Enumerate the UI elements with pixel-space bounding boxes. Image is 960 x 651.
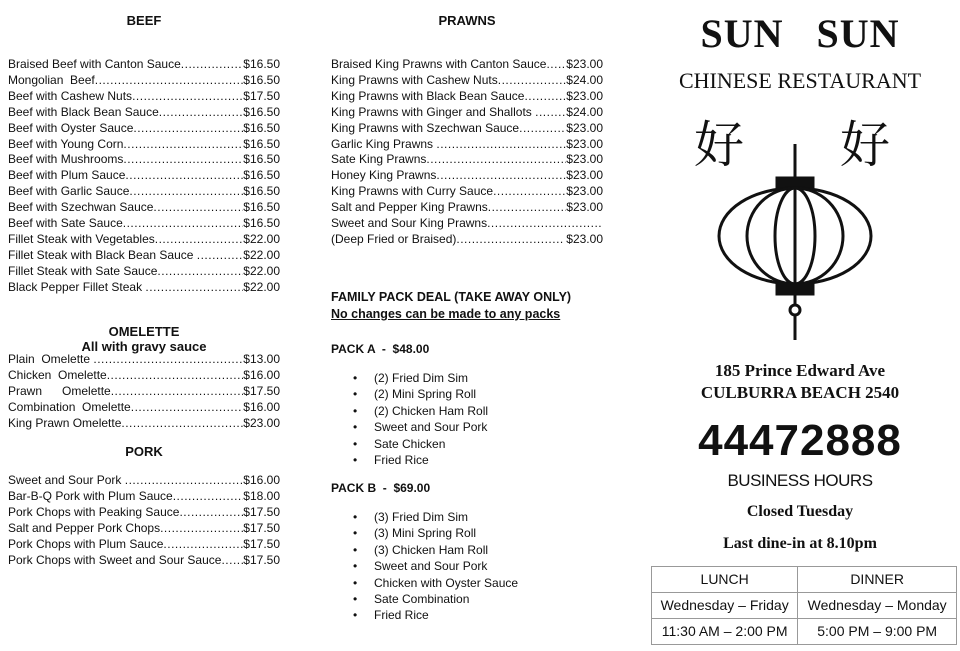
pack-item: • Sweet and Sour Pork	[331, 558, 518, 574]
menu-item-name: Beef with Young Corn	[8, 136, 124, 151]
pack-item: • (3) Chicken Ham Roll	[331, 542, 518, 558]
pack-item: • Fried Rice	[331, 452, 488, 468]
menu-item-price: $16.00	[243, 473, 280, 487]
menu-item-name: Honey King Prawns	[331, 168, 437, 183]
dot-leader	[179, 505, 243, 521]
menu-item-name: King Prawns with Ginger and Shallots	[331, 104, 536, 119]
dinner-label: DINNER	[798, 567, 957, 593]
pack-item: • Chicken with Oyster Sauce	[331, 575, 518, 591]
menu-item-price: $23.00	[566, 200, 603, 215]
address-line-2: CULBURRA BEACH 2540	[700, 383, 900, 402]
menu-item-price: $23.00	[566, 120, 603, 135]
menu-item-name: Beef with Cashew Nuts	[8, 88, 133, 103]
menu-item-price: $16.50	[243, 57, 280, 71]
menu-item-price: $23.00	[566, 152, 603, 167]
dot-leader	[123, 152, 243, 168]
menu-item-name: Sate King Prawns	[331, 152, 427, 167]
menu-item	[331, 184, 603, 200]
menu-item-price: $16.50	[243, 216, 280, 231]
dot-leader	[173, 489, 244, 505]
menu-item-price: $22.00	[243, 263, 280, 278]
menu-item-name: Beef with Garlic Sauce	[8, 184, 130, 199]
dot-leader	[488, 200, 567, 216]
menu-item	[8, 137, 280, 153]
menu-item-price: $17.50	[243, 504, 280, 519]
menu-item-price: $22.00	[243, 279, 280, 294]
menu-item-price: $16.50	[243, 168, 280, 183]
menu-item-price: $22.00	[243, 247, 280, 262]
pork-heading: PORK	[125, 444, 163, 459]
menu-item-name: King Prawn Omelette	[8, 415, 122, 430]
menu-item-name: Beef with Oyster Sauce	[8, 120, 134, 135]
dot-leader	[121, 416, 243, 432]
phone-number: 44472888	[698, 416, 902, 465]
dot-leader	[197, 248, 244, 264]
pack-item: • (3) Mini Spring Roll	[331, 525, 518, 541]
menu-item-price: $16.50	[243, 72, 280, 87]
menu-item-price: $23.00	[566, 57, 603, 71]
pack-item: • Sate Combination	[331, 591, 518, 607]
menu-item	[8, 416, 280, 432]
menu-item	[8, 553, 280, 569]
menu-item-price: $24.00	[566, 72, 603, 87]
menu-item	[8, 521, 280, 537]
menu-item-price: $16.50	[243, 136, 280, 151]
dot-leader	[111, 384, 244, 400]
menu-item	[8, 121, 280, 137]
menu-item-price: $16.00	[243, 367, 280, 382]
menu-item-price: $17.50	[243, 88, 280, 103]
menu-item-name: King Prawns with Cashew Nuts	[331, 72, 498, 87]
dot-leader	[524, 89, 566, 105]
menu-item-name: Pork Chops with Sweet and Sour Sauce	[8, 552, 222, 567]
menu-item-price: $22.00	[243, 231, 280, 246]
menu-item	[8, 216, 280, 232]
dot-leader	[131, 400, 244, 416]
dot-leader	[535, 105, 566, 121]
lunch-label: LUNCH	[652, 567, 798, 593]
menu-item	[331, 121, 603, 137]
menu-item	[331, 168, 603, 184]
menu-item	[8, 505, 280, 521]
menu-item	[8, 200, 280, 216]
menu-item-price: $23.00	[243, 415, 280, 430]
menu-item	[8, 105, 280, 121]
menu-item-name: Combination Omelette	[8, 399, 131, 414]
menu-item	[8, 152, 280, 168]
pork-menu-list	[8, 473, 280, 568]
address-line-1: 185 Prince Edward Ave	[714, 361, 886, 380]
menu-item-name: Bar-B-Q Pork with Plum Sauce	[8, 488, 173, 503]
menu-item-name: Braised King Prawns with Canton Sauce	[331, 57, 547, 71]
pack-item: • (2) Chicken Ham Roll	[331, 403, 488, 419]
menu-item-price: $23.00	[562, 231, 603, 246]
dot-leader	[157, 264, 243, 280]
menu-item-price: $18.00	[243, 488, 280, 503]
menu-item	[331, 89, 603, 105]
pack-item: • (2) Fried Dim Sim	[331, 370, 488, 386]
dot-leader	[123, 137, 243, 153]
beef-menu-list	[8, 57, 280, 296]
dot-leader	[519, 121, 566, 137]
dot-leader	[107, 368, 244, 384]
menu-item-name: Beef with Plum Sauce	[8, 168, 126, 183]
menu-item-name: Braised Beef with Canton Sauce	[8, 57, 181, 71]
pack-a-list	[331, 370, 488, 468]
dot-leader	[95, 73, 244, 89]
dot-leader	[221, 553, 243, 569]
menu-item-name: Fillet Steak with Sate Sauce	[8, 263, 158, 278]
closed-day-notice: Closed Tuesday	[746, 503, 854, 520]
dot-leader	[125, 473, 244, 489]
menu-item-name: Prawn Omelette	[8, 383, 111, 398]
dot-leader	[159, 105, 244, 121]
menu-item	[8, 489, 280, 505]
prawns-menu-list	[331, 57, 603, 248]
menu-item	[331, 137, 603, 153]
menu-item-price: $23.00	[566, 168, 603, 183]
menu-item-name: Salt and Pepper King Prawns	[331, 200, 488, 215]
menu-item-price: $17.50	[243, 536, 280, 551]
menu-item-price: $23.00	[566, 136, 603, 151]
menu-item	[8, 73, 280, 89]
restaurant-subtitle: CHINESE RESTAURANT	[678, 68, 922, 93]
menu-item-name: King Prawns with Curry Sauce	[331, 184, 494, 199]
business-hours-heading: BUSINESS HOURS	[727, 471, 873, 490]
menu-item-name: Sweet and Sour Pork	[8, 473, 125, 487]
menu-item	[8, 184, 280, 200]
menu-item-name: Black Pepper Fillet Steak	[8, 279, 146, 294]
dot-leader	[155, 232, 244, 248]
menu-item-name: Chicken Omelette	[8, 367, 107, 382]
menu-item	[331, 232, 603, 248]
pack-item: • Sweet and Sour Pork	[331, 419, 488, 435]
dot-leader	[163, 537, 243, 553]
menu-item-price: $17.50	[243, 520, 280, 535]
dot-leader	[153, 200, 243, 216]
menu-item	[8, 168, 280, 184]
pack-item: • (2) Mini Spring Roll	[331, 386, 488, 402]
menu-item-name: Fillet Steak with Vegetables	[8, 231, 155, 246]
menu-item-price: $16.50	[243, 120, 280, 135]
menu-item-name: Beef with Black Bean Sauce	[8, 104, 159, 119]
lantern-icon	[715, 140, 875, 345]
menu-item-price: $24.00	[566, 104, 603, 119]
pack-item: • Sate Chicken	[331, 436, 488, 452]
dot-leader	[426, 152, 566, 168]
lunch-days: Wednesday – Friday	[652, 593, 798, 619]
menu-item-name: Beef with Sate Sauce	[8, 216, 123, 231]
dot-leader	[125, 168, 243, 184]
restaurant-name: SUN SUN	[700, 11, 900, 56]
dot-leader	[487, 216, 603, 232]
menu-item-name: (Deep Fried or Braised)	[331, 231, 457, 246]
menu-item-name: Beef with Szechwan Sauce	[8, 200, 154, 215]
menu-item	[331, 73, 603, 89]
menu-item-name: Garlic King Prawns	[331, 136, 437, 151]
last-dine-in-notice: Last dine-in at 8.10pm	[723, 535, 877, 552]
menu-item-name: Pork Chops with Peaking Sauce	[8, 504, 180, 519]
menu-item	[331, 216, 603, 232]
lunch-time: 11:30 AM – 2:00 PM	[652, 619, 798, 645]
omelette-heading: OMELETTE	[108, 324, 180, 339]
dot-leader	[160, 521, 243, 537]
pack-a-label: PACK A - $48.00	[331, 342, 430, 356]
menu-item	[8, 232, 280, 248]
dot-leader	[132, 89, 243, 105]
omelette-menu-list	[8, 352, 280, 432]
menu-item-name: Plain Omelette	[8, 352, 94, 366]
dot-leader	[93, 352, 243, 368]
menu-item-price: $16.50	[243, 104, 280, 119]
dot-leader	[123, 216, 244, 232]
menu-item	[8, 537, 280, 553]
menu-item-price: $13.00	[243, 352, 280, 366]
menu-item	[8, 368, 280, 384]
dot-leader	[133, 121, 243, 137]
pack-b-list	[331, 509, 518, 624]
dot-leader	[498, 73, 567, 89]
pack-b-label: PACK B - $69.00	[331, 481, 431, 495]
menu-item	[331, 200, 603, 216]
dot-leader	[436, 168, 566, 184]
dot-leader	[493, 184, 566, 200]
menu-item-name: Beef with Mushrooms	[8, 152, 124, 167]
menu-item-price: $16.50	[243, 200, 280, 215]
menu-item	[8, 352, 280, 368]
menu-item	[8, 280, 280, 296]
menu-item	[331, 105, 603, 121]
dot-leader	[145, 280, 243, 296]
menu-item-name: King Prawns with Szechwan Sauce	[331, 120, 520, 135]
omelette-subheading: All with gravy sauce	[81, 339, 207, 354]
menu-item	[8, 473, 280, 489]
dot-leader	[436, 137, 566, 153]
dinner-time: 5:00 PM – 9:00 PM	[798, 619, 957, 645]
menu-item-price: $16.50	[243, 184, 280, 199]
chinese-character-left: 好	[694, 117, 744, 173]
menu-item	[8, 384, 280, 400]
dot-leader	[181, 57, 244, 73]
menu-item-price: $16.50	[243, 152, 280, 167]
hours-table	[651, 566, 957, 645]
dot-leader	[129, 184, 243, 200]
menu-item	[8, 57, 280, 73]
menu-item	[8, 89, 280, 105]
family-pack-note: No changes can be made to any packs	[331, 307, 561, 321]
menu-item	[331, 57, 603, 73]
beef-heading: BEEF	[126, 13, 162, 28]
menu-item-price: $17.50	[243, 552, 280, 567]
menu-item-name: Salt and Pepper Pork Chops	[8, 520, 161, 535]
menu-item	[8, 248, 280, 264]
menu-item-name: Fillet Steak with Black Bean Sauce	[8, 247, 197, 262]
dot-leader	[456, 232, 563, 248]
menu-item-price: $17.50	[243, 383, 280, 398]
menu-item	[8, 400, 280, 416]
menu-item	[331, 152, 603, 168]
menu-item-name: King Prawns with Black Bean Sauce	[331, 88, 525, 103]
menu-item-price: $23.00	[566, 184, 603, 199]
dot-leader	[546, 57, 566, 73]
menu-item-name: Sweet and Sour King Prawns	[331, 216, 488, 231]
pack-item: • (3) Fried Dim Sim	[331, 509, 518, 525]
prawns-heading: PRAWNS	[438, 13, 496, 28]
menu-item	[8, 264, 280, 280]
dinner-days: Wednesday – Monday	[798, 593, 957, 619]
family-pack-title: FAMILY PACK DEAL (TAKE AWAY ONLY)	[331, 290, 572, 304]
chinese-character-right: 好	[840, 117, 890, 173]
menu-item-name: Mongolian Beef	[8, 72, 95, 87]
menu-item-name: Pork Chops with Plum Sauce	[8, 536, 164, 551]
menu-item-price: $23.00	[566, 88, 603, 103]
menu-item-price: $16.00	[243, 399, 280, 414]
pack-item: • Fried Rice	[331, 607, 518, 623]
